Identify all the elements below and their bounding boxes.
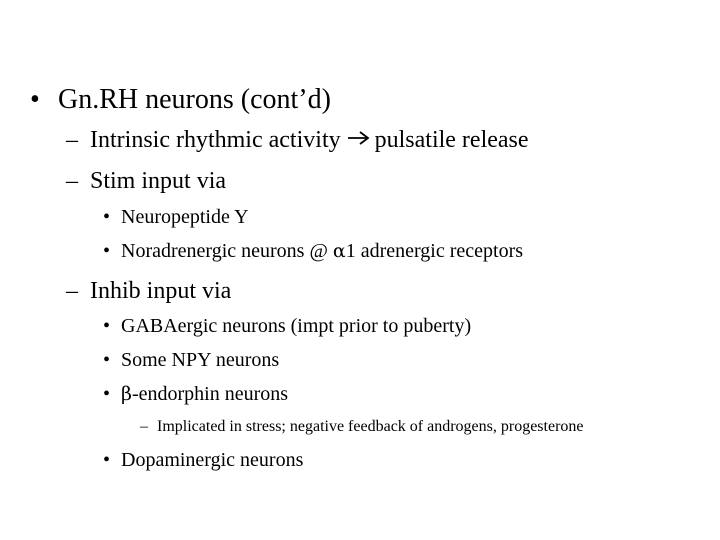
bullet-marker: •: [103, 449, 111, 471]
inhib-item-npy: Some NPY neurons: [121, 349, 280, 371]
bullet-marker: •: [103, 383, 111, 405]
bullet-marker: •: [103, 349, 111, 371]
stim-input-heading: Stim input via: [90, 168, 227, 194]
dash-marker: –: [66, 278, 78, 304]
right-arrow-icon: [347, 127, 371, 151]
intrinsic-activity-text: Intrinsic rhythmic activity: [90, 127, 341, 153]
bullet-marker: •: [30, 84, 40, 115]
stim-item-neuropeptide: Neuropeptide Y: [121, 206, 249, 228]
bullet-marker: •: [103, 206, 111, 228]
main-bullet-text: Gn.RH neurons (cont’d): [58, 84, 331, 115]
dash-marker: –: [66, 127, 78, 153]
stim-item-noradrenergic: [121, 241, 523, 261]
adrenergic-receptors-text: 1 adrenergic receptors: [345, 240, 524, 262]
endorphin-sub-item: Implicated in stress; negative feedback of androgens, progesterone: [157, 418, 584, 435]
bullet-marker: •: [103, 315, 111, 337]
dash-marker: –: [66, 168, 78, 194]
beta-symbol: β: [121, 383, 132, 405]
inhib-item-endorphin: [121, 384, 288, 404]
inhib-input-heading: Inhib input via: [90, 278, 232, 304]
intrinsic-activity-line: [90, 128, 529, 153]
bullet-marker: •: [103, 240, 111, 262]
inhib-item-dopaminergic: Dopaminergic neurons: [121, 449, 304, 471]
alpha-symbol: α: [332, 240, 346, 262]
endorphin-text: -endorphin neurons: [131, 383, 289, 405]
noradrenergic-text: Noradrenergic neurons @: [121, 240, 333, 262]
inhib-item-gabaergic: GABAergic neurons (impt prior to puberty): [121, 315, 472, 337]
pulsatile-release-text: pulsatile release: [374, 127, 529, 153]
dash-marker: –: [140, 418, 148, 435]
